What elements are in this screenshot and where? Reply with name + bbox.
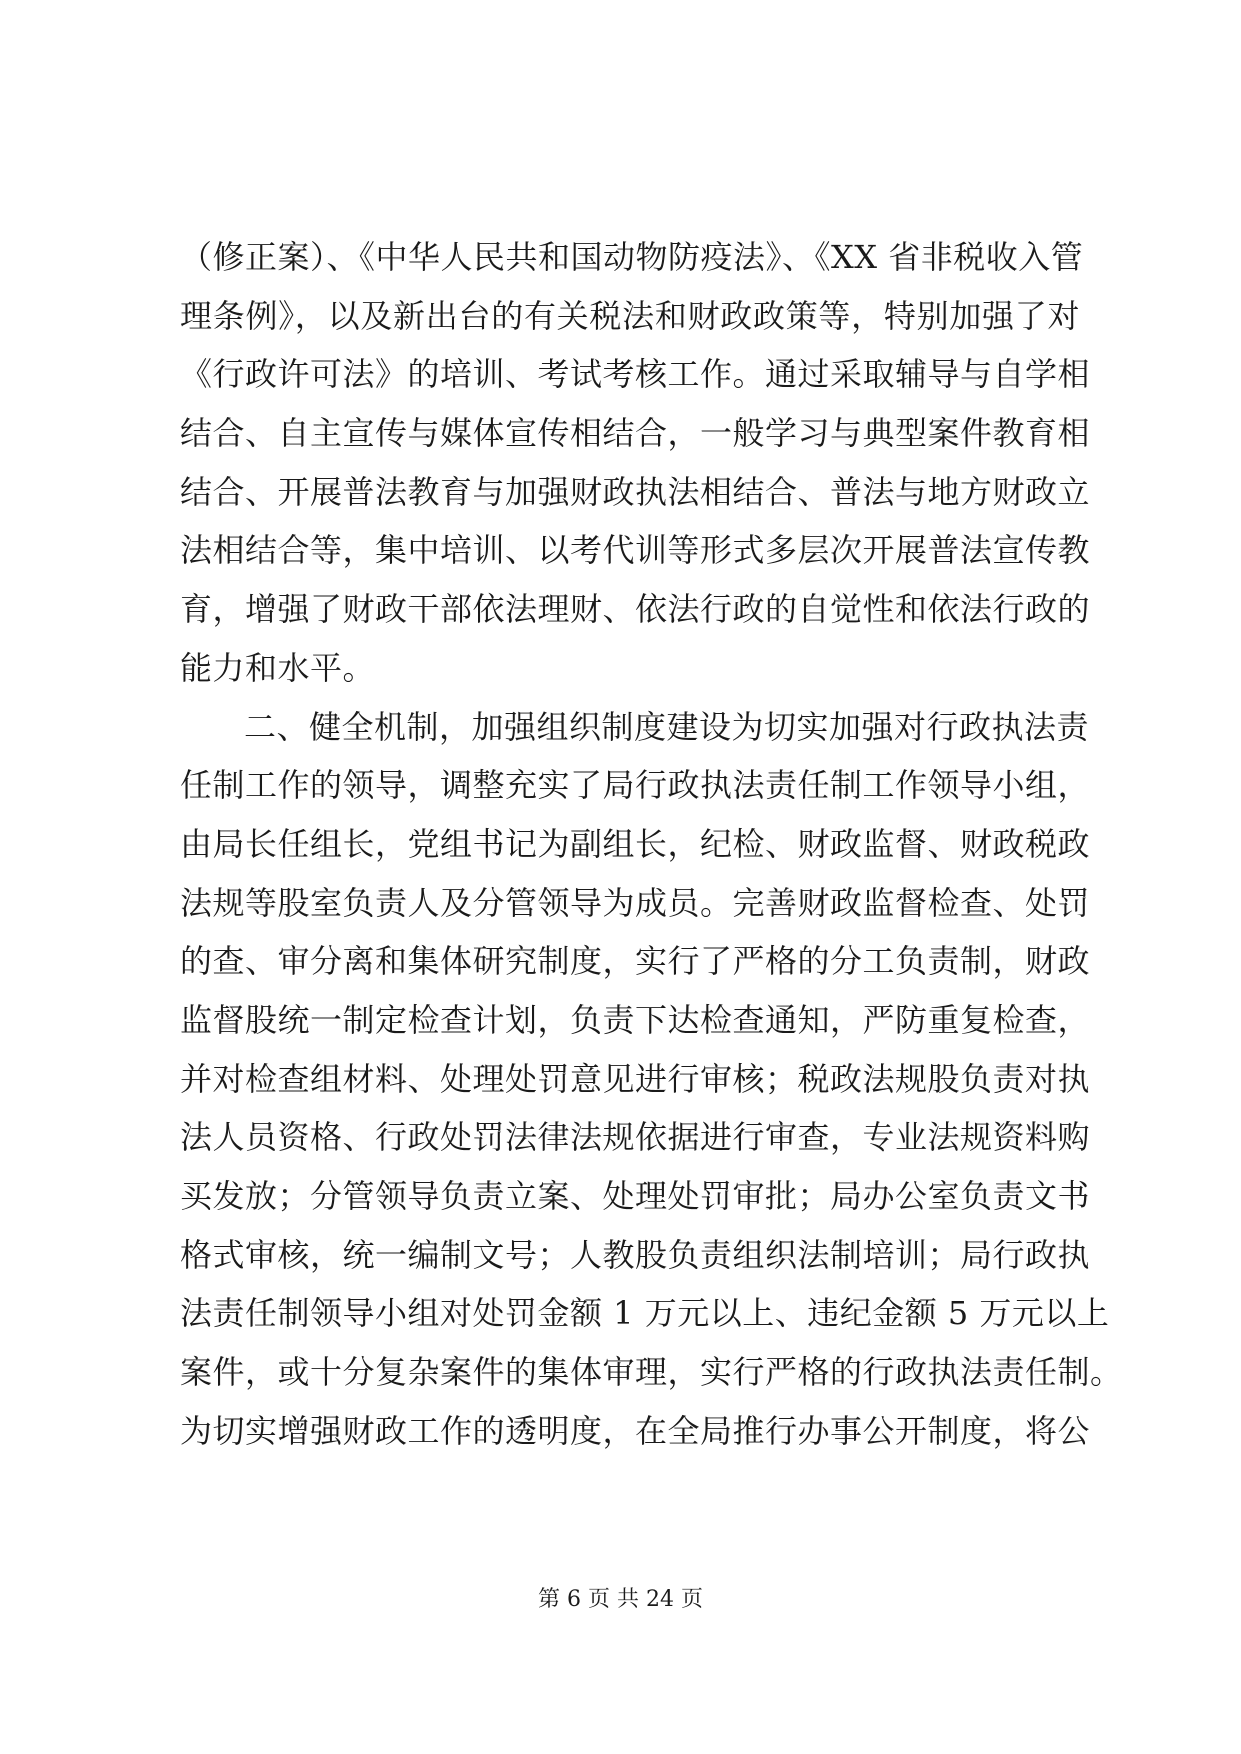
- text-line: 能力和水平。: [180, 648, 376, 687]
- text-line: 为切实增强财政工作的透明度，在全局推行办事公开制度，将公: [180, 1411, 1091, 1450]
- text-line: 格式审核，统一编制文号；人教股负责组织法制培训；局行政执: [180, 1235, 1091, 1274]
- document-body: [180, 228, 1123, 1460]
- text-line: 法规等股室负责人及分管领导为成员。完善财政监督检查、处罚: [180, 883, 1091, 922]
- text-line: 监督股统一制定检查计划，负责下达检查通知，严防重复检查，: [180, 1000, 1091, 1039]
- text-line: 并对检查组材料、处理处罚意见进行审核；税政法规股负责对执: [180, 1059, 1091, 1098]
- text-line: 结合、自主宣传与媒体宣传相结合，一般学习与典型案件教育相: [180, 414, 1091, 453]
- text-line: 任制工作的领导，调整充实了局行政执法责任制工作领导小组，: [180, 766, 1091, 805]
- text-line: 理条例》，以及新出台的有关税法和财政政策等，特别加强了对: [180, 296, 1080, 335]
- text-line: （修正案）、《中华人民共和国动物防疫法》、《XX 省非税收入管: [180, 238, 1084, 276]
- text-line: 的查、审分离和集体研究制度，实行了严格的分工负责制，财政: [180, 942, 1091, 981]
- paragraph-2: [180, 698, 1123, 1461]
- text-line: 案件，或十分复杂案件的集体审理，实行严格的行政执法责任制。: [180, 1353, 1123, 1392]
- text-line: 结合、开展普法教育与加强财政执法相结合、普法与地方财政立: [180, 472, 1091, 511]
- text-line: 法相结合等，集中培训、以考代训等形式多层次开展普法宣传教: [180, 531, 1091, 570]
- text-line: 《行政许可法》的培训、考试考核工作。通过采取辅导与自学相: [180, 355, 1091, 394]
- text-line: 育，增强了财政干部依法理财、依法行政的自觉性和依法行政的: [180, 590, 1091, 629]
- text-line: 法人员资格、行政处罚法律法规依据进行审查，专业法规资料购: [180, 1118, 1091, 1157]
- text-line: 由局长任组长，党组书记为副组长，纪检、财政监督、财政税政: [180, 824, 1091, 863]
- page-number-label: 第 6 页 共 24 页: [538, 1587, 703, 1612]
- text-line: 买发放；分管领导负责立案、处理处罚审批；局办公室负责文书: [180, 1177, 1091, 1215]
- paragraph-1: [180, 228, 1091, 698]
- page-footer: [0, 1585, 1241, 1615]
- text-line: 二、健全机制，加强组织制度建设为切实加强对行政执法责: [244, 707, 1090, 746]
- text-line: 法责任制领导小组对处罚金额 1 万元以上、违纪金额 5 万元以上: [180, 1294, 1110, 1333]
